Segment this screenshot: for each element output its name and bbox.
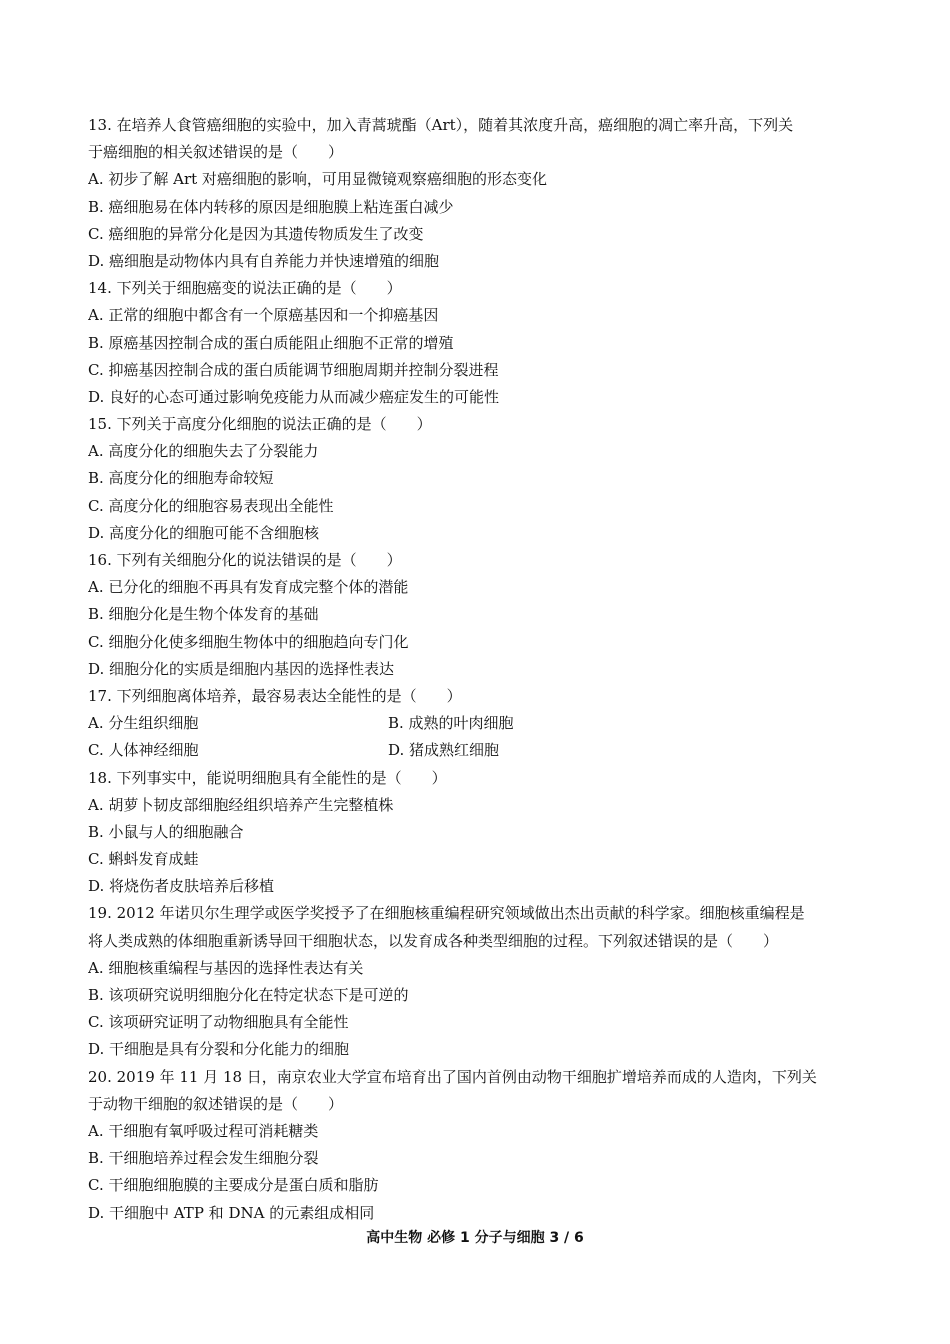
question-16 xyxy=(88,547,868,683)
question-stem: 18. 下列事实中，能说明细胞具有全能性的是（ ） xyxy=(88,768,447,787)
option-c: C. 蝌蚪发育成蛙 xyxy=(88,850,199,869)
question-stem: 14. 下列关于细胞癌变的说法正确的是（ ） xyxy=(88,279,402,298)
option-a: A. 正常的细胞中都含有一个原癌基因和一个抑癌基因 xyxy=(88,306,439,325)
question-list xyxy=(88,112,868,1227)
option-d: D. 干细胞是具有分裂和分化能力的细胞 xyxy=(88,1040,350,1059)
option-d: D. 癌细胞是动物体内具有自养能力并快速增殖的细胞 xyxy=(88,251,440,270)
option-a: A. 分生组织细胞 xyxy=(88,714,199,733)
question-14 xyxy=(88,275,868,411)
option-b: B. 成熟的叶肉细胞 xyxy=(388,714,514,733)
question-stem: 20. 2019 年 11 月 18 日，南京农业大学宣布培育出了国内首例由动物干细胞扩增培养而成的人造肉，下列关 xyxy=(88,1067,817,1086)
option-b: B. 癌细胞易在体内转移的原因是细胞膜上粘连蛋白减少 xyxy=(88,197,454,216)
question-stem: 15. 下列关于高度分化细胞的说法正确的是（ ） xyxy=(88,415,432,434)
page-footer: 高中生物 必修 1 分子与细胞 3 / 6 xyxy=(366,1230,584,1246)
question-20 xyxy=(88,1064,868,1227)
option-c: C. 该项研究证明了动物细胞具有全能性 xyxy=(88,1013,349,1032)
option-d: D. 高度分化的细胞可能不含细胞核 xyxy=(88,523,320,542)
option-a: A. 初步了解 Art 对癌细胞的影响，可用显微镜观察癌细胞的形态变化 xyxy=(88,170,547,189)
question-stem: 19. 2012 年诺贝尔生理学或医学奖授予了在细胞核重编程研究领域做出杰出贡献的科学家。细胞核重编程是 xyxy=(88,904,805,923)
option-b: B. 干细胞培养过程会发生细胞分裂 xyxy=(88,1149,319,1168)
question-stem: 17. 下列细胞离体培养，最容易表达全能性的是（ ） xyxy=(88,686,462,705)
option-c: C. 人体神经细胞 xyxy=(88,741,199,760)
option-a: A. 胡萝卜韧皮部细胞经组织培养产生完整植株 xyxy=(88,795,394,814)
question-stem: 于癌细胞的相关叙述错误的是（ ） xyxy=(88,143,344,162)
option-b: B. 原癌基因控制合成的蛋白质能阻止细胞不正常的增殖 xyxy=(88,333,454,352)
option-c: C. 高度分化的细胞容易表现出全能性 xyxy=(88,496,334,515)
option-d: D. 干细胞中 ATP 和 DNA 的元素组成相同 xyxy=(88,1203,375,1222)
option-row xyxy=(88,710,868,737)
question-18 xyxy=(88,765,868,901)
option-c: C. 干细胞细胞膜的主要成分是蛋白质和脂肪 xyxy=(88,1176,379,1195)
option-d: D. 猪成熟红细胞 xyxy=(388,741,500,760)
option-a: A. 干细胞有氧呼吸过程可消耗糖类 xyxy=(88,1121,319,1140)
question-17 xyxy=(88,683,868,765)
option-d: D. 细胞分化的实质是细胞内基因的选择性表达 xyxy=(88,659,395,678)
option-row xyxy=(88,737,868,764)
option-d: D. 将烧伤者皮肤培养后移植 xyxy=(88,877,275,896)
option-b: B. 细胞分化是生物个体发育的基础 xyxy=(88,605,319,624)
option-a: A. 已分化的细胞不再具有发育成完整个体的潜能 xyxy=(88,578,409,597)
question-19 xyxy=(88,900,868,1063)
option-c: C. 癌细胞的异常分化是因为其遗传物质发生了改变 xyxy=(88,224,424,243)
question-stem: 于动物干细胞的叙述错误的是（ ） xyxy=(88,1094,344,1113)
question-13 xyxy=(88,112,868,275)
option-c: C. 抑癌基因控制合成的蛋白质能调节细胞周期并控制分裂进程 xyxy=(88,360,499,379)
option-b: B. 该项研究说明细胞分化在特定状态下是可逆的 xyxy=(88,986,409,1004)
question-stem: 16. 下列有关细胞分化的说法错误的是（ ） xyxy=(88,551,402,569)
option-a: A. 高度分化的细胞失去了分裂能力 xyxy=(88,442,319,461)
question-15 xyxy=(88,411,868,547)
question-stem: 将人类成熟的体细胞重新诱导回干细胞状态，以发育成各种类型细胞的过程。下列叙述错误的是（ ） xyxy=(88,931,779,950)
option-a: A. 细胞核重编程与基因的选择性表达有关 xyxy=(88,958,364,977)
option-b: B. 小鼠与人的细胞融合 xyxy=(88,822,244,841)
question-stem: 13. 在培养人食管癌细胞的实验中，加入青蒿琥酯（Art），随着其浓度升高，癌细胞的凋亡率升高，下列关 xyxy=(88,116,794,134)
option-d: D. 良好的心态可通过影响免疫能力从而减少癌症发生的可能性 xyxy=(88,387,500,406)
option-b: B. 高度分化的细胞寿命较短 xyxy=(88,469,274,488)
option-c: C. 细胞分化使多细胞生物体中的细胞趋向专门化 xyxy=(88,632,409,651)
